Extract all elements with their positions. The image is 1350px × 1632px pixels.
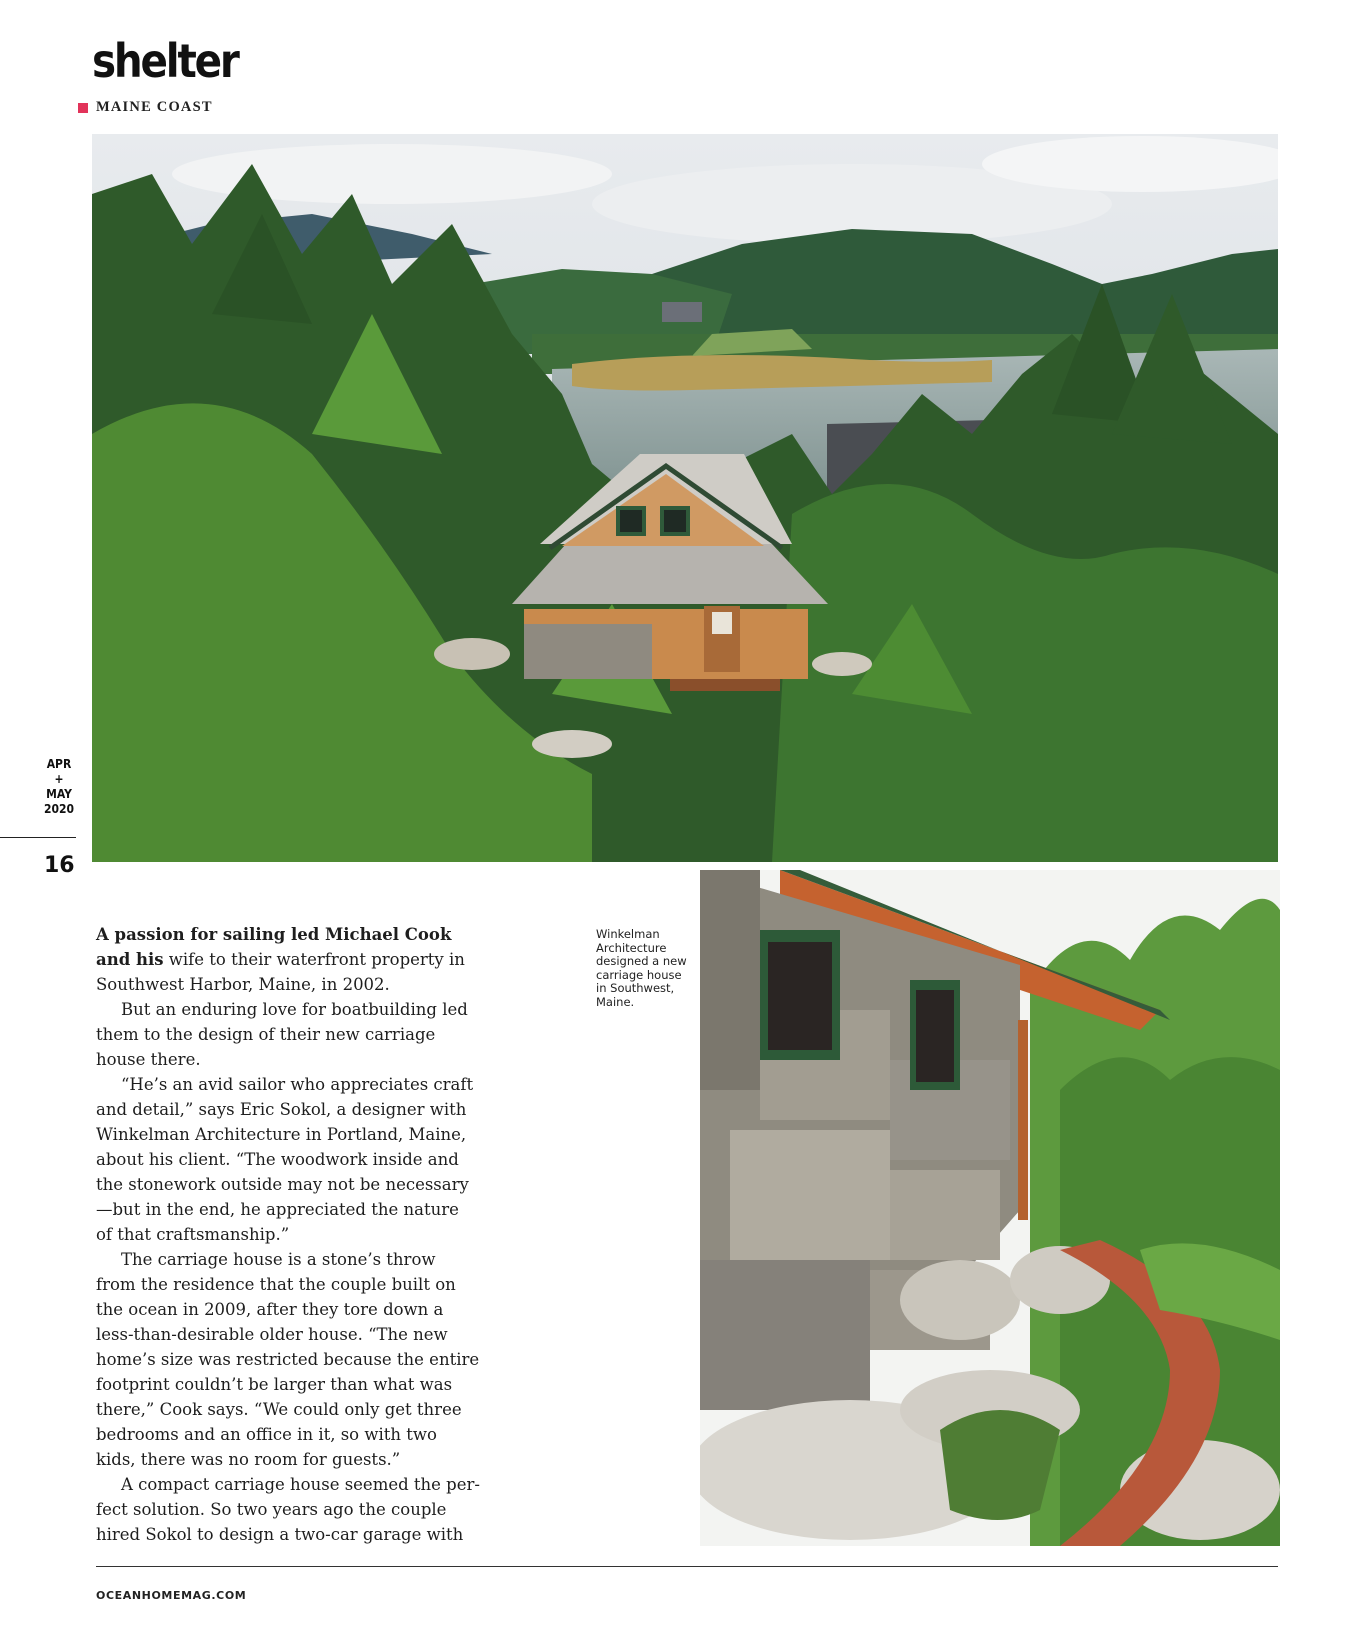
article-body xyxy=(96,922,480,1547)
article-paragraph-3: “He’s an avid sailor who appreciates craft and detail,” says Eric Sokol, a designer with Winkelman Architecture in Portland, Maine, about his client. “The woodwork inside and the stonework outside may not be necessary—but in the end, he appreciated the nature of that craftsmanship.” xyxy=(96,1075,474,1244)
page-number: 16 xyxy=(44,853,75,878)
article-paragraph-4: The carriage house is a stone’s throw from the residence that the couple built on the ocean in 2009, after they tore down a less-than-desirable older house. “The new home’s size was restricted because the entire footprint couldn’t be larger than what was there,” Cook says. “We could only get three bedrooms and an office in it, so with two kids, there was no room for guests.” xyxy=(96,1250,480,1469)
footer-website: OCEANHOMEMAG.COM xyxy=(96,1589,247,1602)
carriage-house-aerial-photo xyxy=(92,134,1278,862)
issue-month-end: MAY xyxy=(46,787,72,801)
article-paragraph-5: A compact carriage house seemed the perfect solution. So two years ago the couple hired Sokol to design a two-car garage with xyxy=(96,1475,480,1544)
issue-year: 2020 xyxy=(43,802,75,816)
issue-month-separator: + xyxy=(54,772,64,786)
article-paragraph xyxy=(96,922,480,997)
article-paragraph-1-text: wife to their waterfront property in Southwest Harbor, Maine, in 2002. xyxy=(96,950,465,994)
issue-month-start: APR xyxy=(46,757,72,771)
photo-caption: Winkelman Architecture designed a new carriage house in Southwest, Maine. xyxy=(596,927,687,1009)
stone-foundation-photo xyxy=(700,870,1280,1546)
issue-date xyxy=(38,757,80,817)
article-paragraph-2: But an enduring love for boatbuilding led them to the design of their new carriage house there. xyxy=(96,1000,468,1069)
article-lead-in: A passion for sailing led Michael Cook and his xyxy=(96,925,452,969)
section-subtitle: MAINE COAST xyxy=(96,99,213,115)
section-marker-square xyxy=(78,103,88,113)
footer-divider xyxy=(96,1566,1278,1567)
sidebar-divider xyxy=(0,837,76,838)
magazine-section-title: shelter xyxy=(92,34,238,88)
